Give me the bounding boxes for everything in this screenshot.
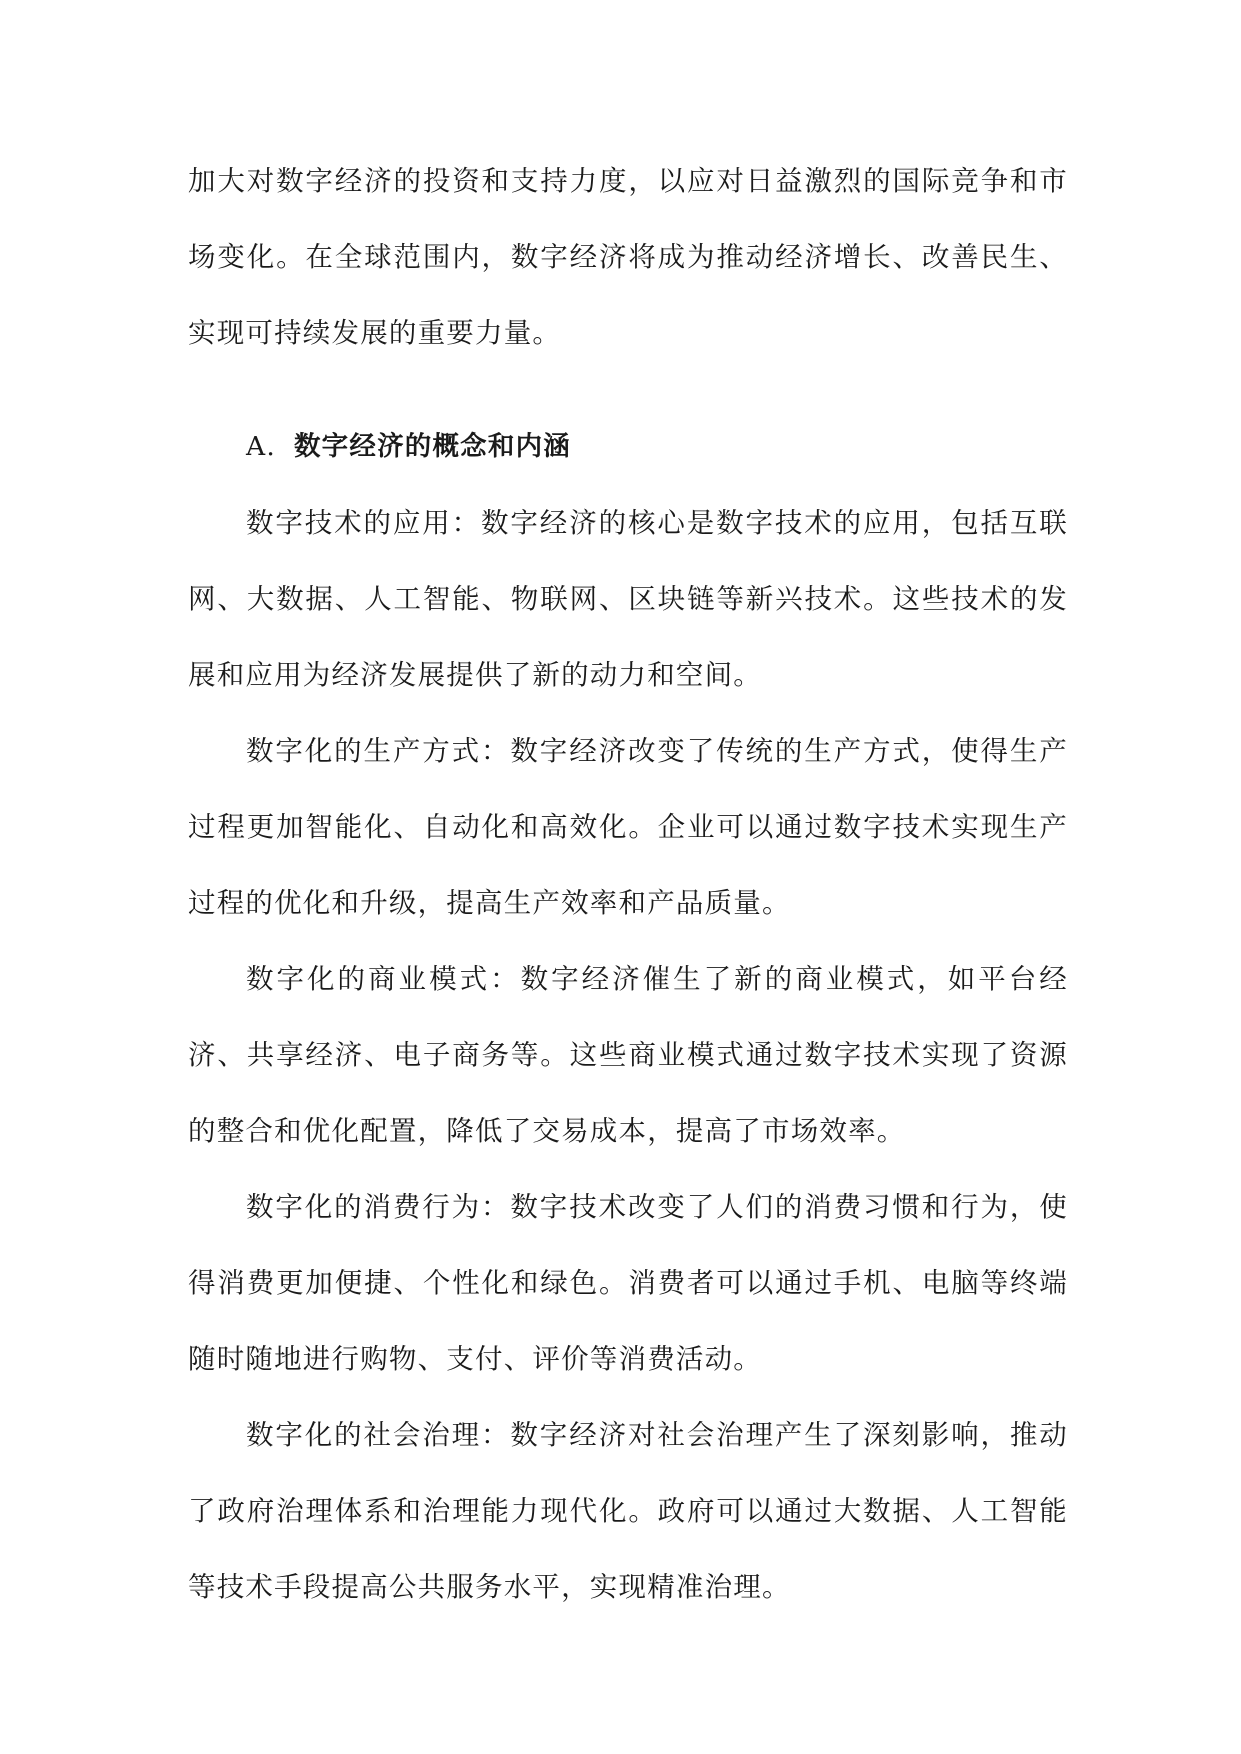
section-title: 数字经济的概念和内涵 bbox=[293, 431, 571, 462]
opening-paragraph: 加大对数字经济的投资和支持力度，以应对日益激烈的国际竞争和市场变化。在全球范围内，数字经济将成为推动经济增长、改善民生、实现可持续发展的重要力量。 bbox=[188, 165, 1068, 349]
paragraph-digital-business-model: 数字化的商业模式：数字经济催生了新的商业模式，如平台经济、共享经济、电子商务等。这些商业模式通过数字技术实现了资源的整合和优化配置，降低了交易成本，提高了市场效率。 bbox=[188, 963, 1068, 1147]
section-number: A. bbox=[246, 431, 276, 462]
paragraph-digital-production: 数字化的生产方式：数字经济改变了传统的生产方式，使得生产过程更加智能化、自动化和高效化。企业可以通过数字技术实现生产过程的优化和升级，提高生产效率和产品质量。 bbox=[188, 735, 1068, 919]
paragraph-digital-consumption: 数字化的消费行为：数字技术改变了人们的消费习惯和行为，使得消费更加便捷、个性化和绿色。消费者可以通过手机、电脑等终端随时随地进行购物、支付、评价等消费活动。 bbox=[188, 1191, 1068, 1375]
paragraph-digital-technology: 数字技术的应用：数字经济的核心是数字技术的应用，包括互联网、大数据、人工智能、物联网、区块链等新兴技术。这些技术的发展和应用为经济发展提供了新的动力和空间。 bbox=[188, 507, 1068, 691]
document-body bbox=[188, 143, 1068, 1625]
section-heading bbox=[188, 371, 1068, 485]
paragraph-digital-governance: 数字化的社会治理：数字经济对社会治理产生了深刻影响，推动了政府治理体系和治理能力现代化。政府可以通过大数据、人工智能等技术手段提高公共服务水平，实现精准治理。 bbox=[188, 1419, 1068, 1603]
